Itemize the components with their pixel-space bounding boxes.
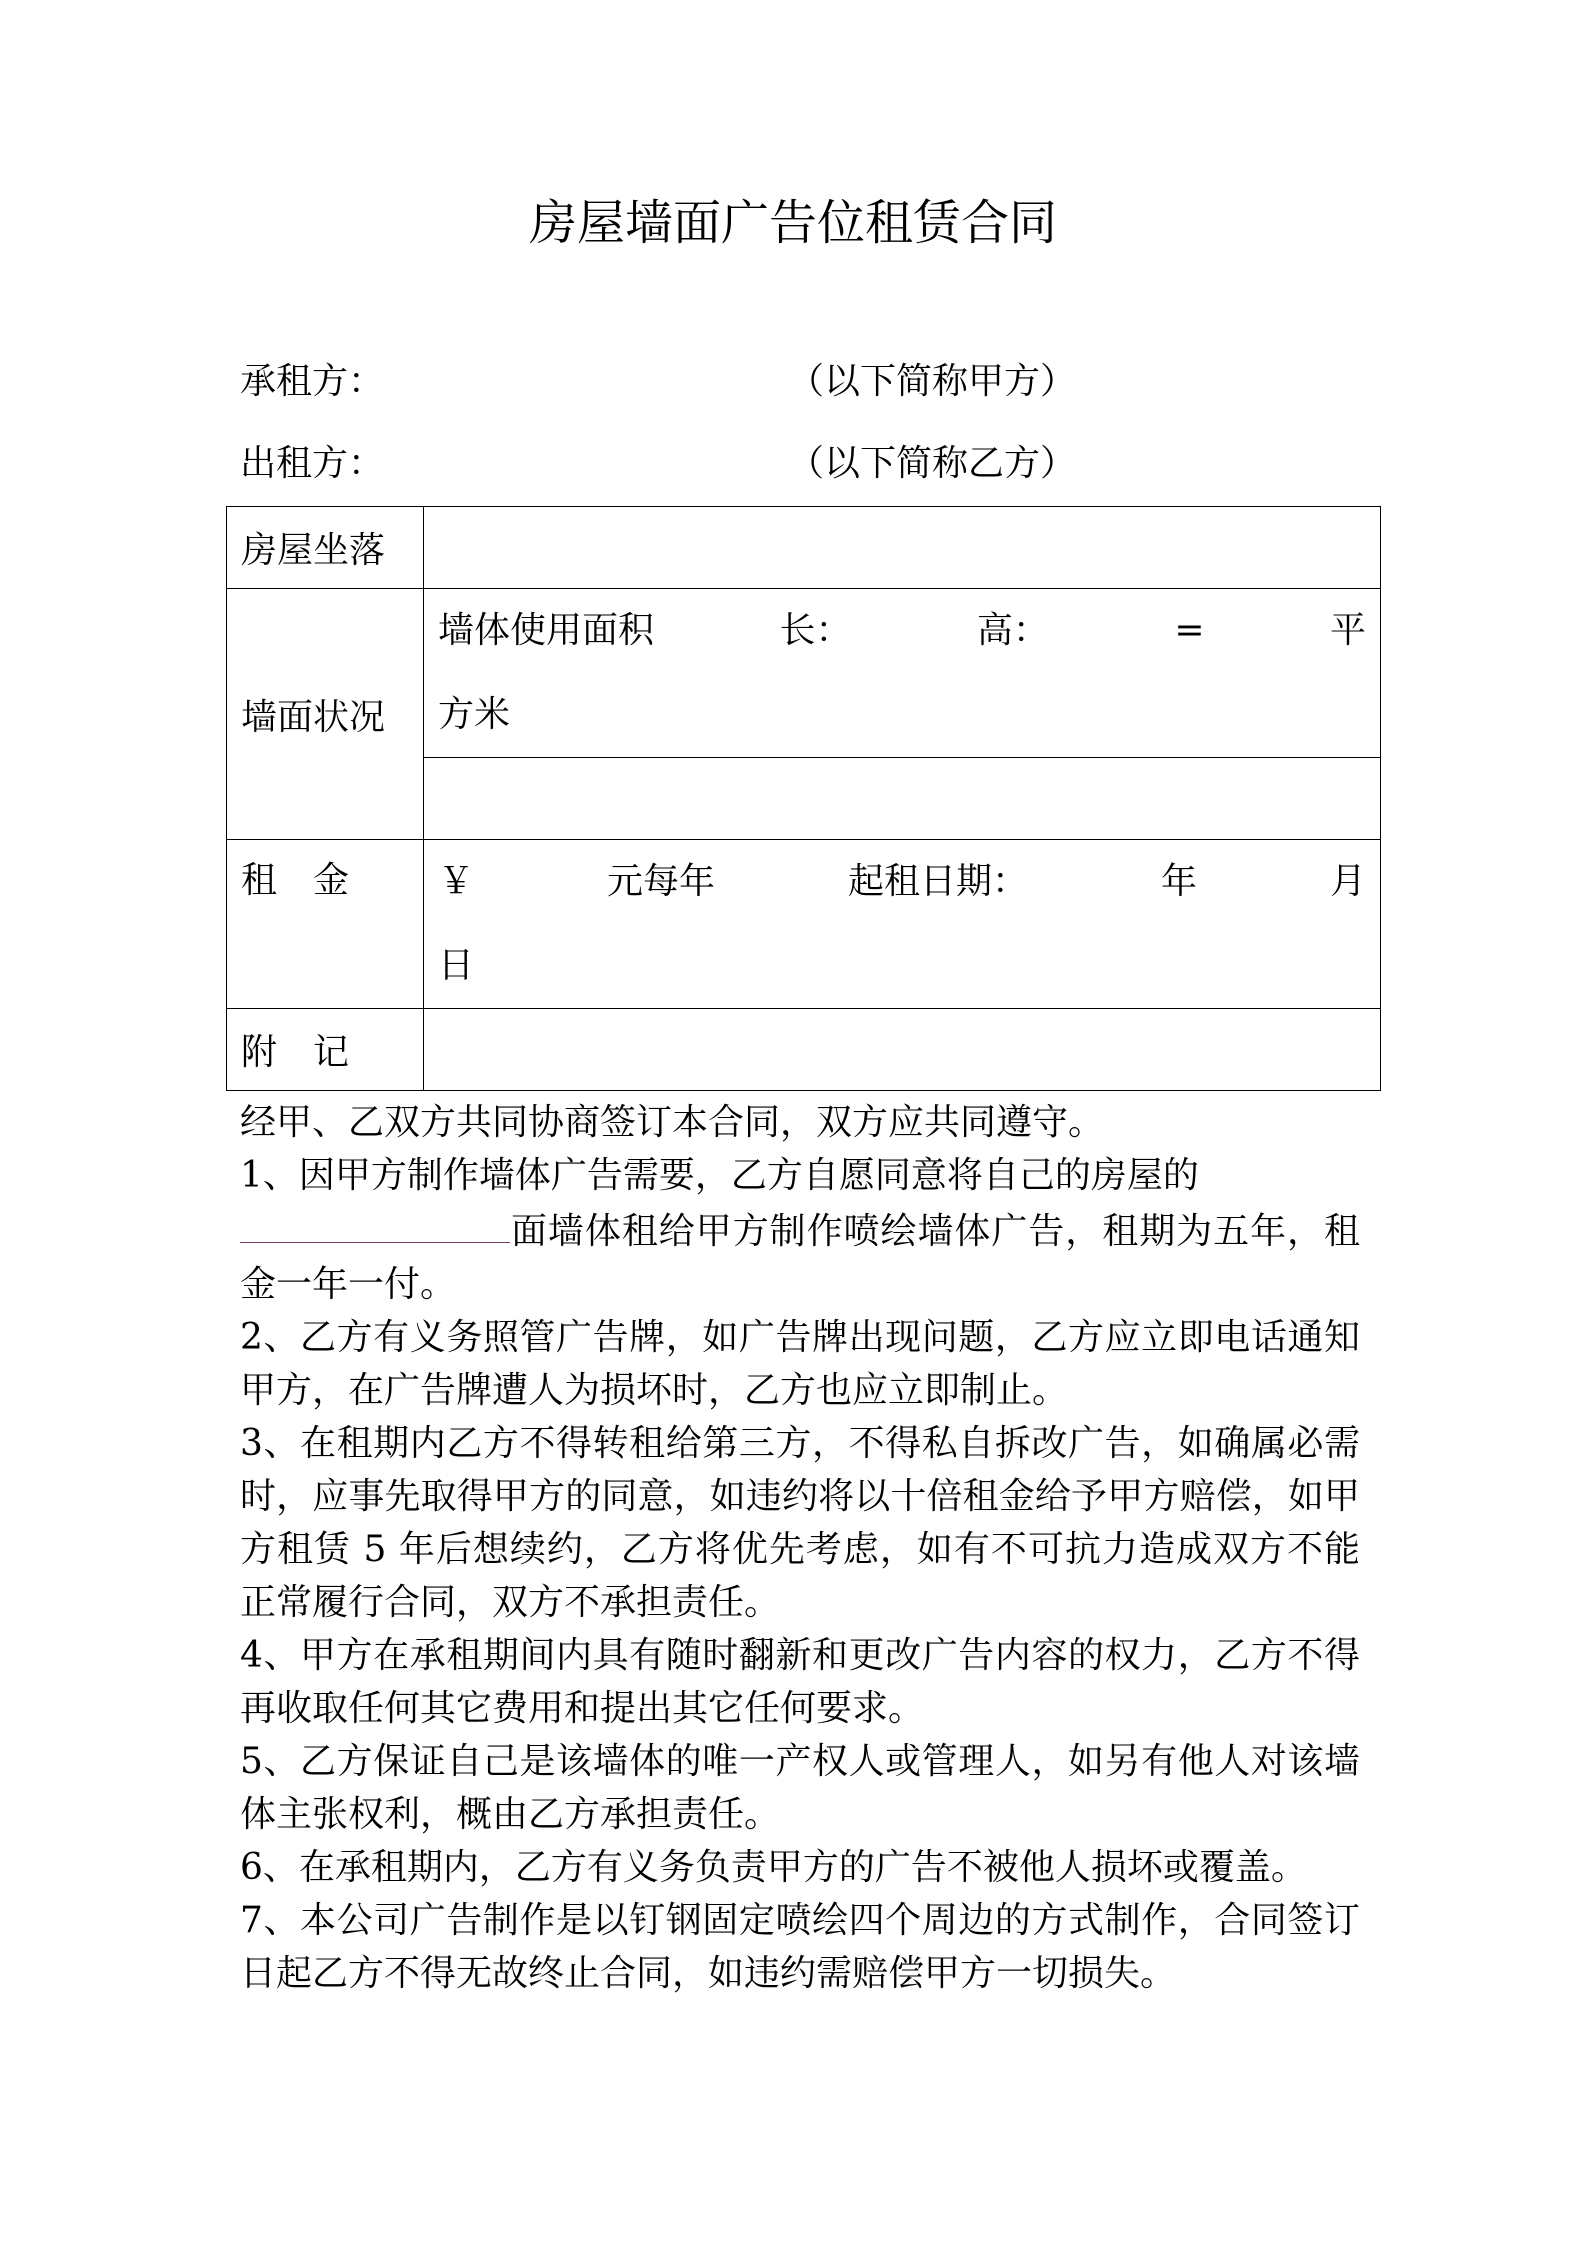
remarks-label: 附 记 <box>227 1009 424 1091</box>
table-row-rent <box>227 840 1381 1009</box>
wall-label: 墙面状况 <box>227 589 424 840</box>
table-row-remarks <box>227 1009 1381 1091</box>
document-title: 房屋墙面广告位租赁合同 <box>528 195 1057 251</box>
location-value <box>424 507 1381 589</box>
year-label: 年 <box>1160 861 1197 902</box>
unit-ping: 平 <box>1329 610 1366 651</box>
wall-extra-value <box>424 758 1381 840</box>
clause-1 <box>240 1149 1360 1311</box>
clause-7: 7、本公司广告制作是以钉钢固定喷绘四个周边的方式制作，合同签订日起乙方不得无故终止合同，如违约需赔偿甲方一切损失。 <box>240 1900 1360 1994</box>
equals-sign: = <box>1174 610 1205 651</box>
rent-label: 租 金 <box>227 840 424 1009</box>
clause-2: 2、乙方有义务照管广告牌，如广告牌出现问题，乙方应立即电话通知甲方，在广告牌遭人为损坏时，乙方也应立即制止。 <box>240 1317 1360 1411</box>
table-row-wall <box>227 589 1381 758</box>
currency-symbol: ￥ <box>438 861 475 902</box>
wall-area-line <box>438 589 1366 673</box>
length-label: 长： <box>779 610 852 651</box>
wall-area-label: 墙体使用面积 <box>438 610 655 651</box>
intro-paragraph: 经甲、乙双方共同协商签订本合同，双方应共同遵守。 <box>240 1102 1105 1143</box>
clause-3: 3、在租期内乙方不得转租给第三方，不得私自拆改广告，如确属必需时，应事先取得甲方的同意，如违约将以十倍租金给予甲方赔偿，如甲方租赁 5 年后想续约，乙方将优先考虑，如有不可抗力造成双方不能正常履行合同，双方不承担责任。 <box>240 1423 1360 1623</box>
lessor-line <box>240 434 1380 494</box>
clause-6: 6、在承租期内，乙方有义务负责甲方的广告不被他人损坏或覆盖。 <box>240 1847 1307 1888</box>
unit-fangmi: 方米 <box>438 694 511 735</box>
clause-1-text-b: 面墙体租给甲方制作喷绘墙体广告，租期为五年，租金一年一付。 <box>240 1211 1360 1305</box>
contract-info-table <box>226 506 1381 1091</box>
clause-1-text-a: 1、因甲方制作墙体广告需要，乙方自愿同意将自己的房屋的 <box>240 1155 1199 1196</box>
rent-line <box>438 840 1366 924</box>
table-row-location <box>227 507 1381 589</box>
lessor-label: 出租方： <box>240 443 385 484</box>
location-label: 房屋坐落 <box>227 507 424 589</box>
per-year-label: 元每年 <box>606 861 715 902</box>
month-label: 月 <box>1329 861 1366 902</box>
rent-cell <box>424 840 1381 1009</box>
start-date-label: 起租日期： <box>847 861 1028 902</box>
clause-4: 4、甲方在承租期间内具有随时翻新和更改广告内容的权力，乙方不得再收取任何其它费用和提出其它任何要求。 <box>240 1635 1360 1729</box>
lessor-note: （以下简称乙方） <box>788 443 1077 484</box>
wall-area-cell <box>424 589 1381 758</box>
contract-body <box>240 1096 1360 2000</box>
wall-direction-blank <box>240 1202 510 1243</box>
day-label: 日 <box>438 945 475 986</box>
lessee-line <box>240 352 1380 412</box>
clause-5: 5、乙方保证自己是该墙体的唯一产权人或管理人，如另有他人对该墙体主张权利，概由乙方承担责任。 <box>240 1741 1360 1835</box>
remarks-value <box>424 1009 1381 1091</box>
lessee-label: 承租方： <box>240 361 385 402</box>
height-label: 高： <box>976 610 1049 651</box>
lessee-note: （以下简称甲方） <box>788 361 1077 402</box>
